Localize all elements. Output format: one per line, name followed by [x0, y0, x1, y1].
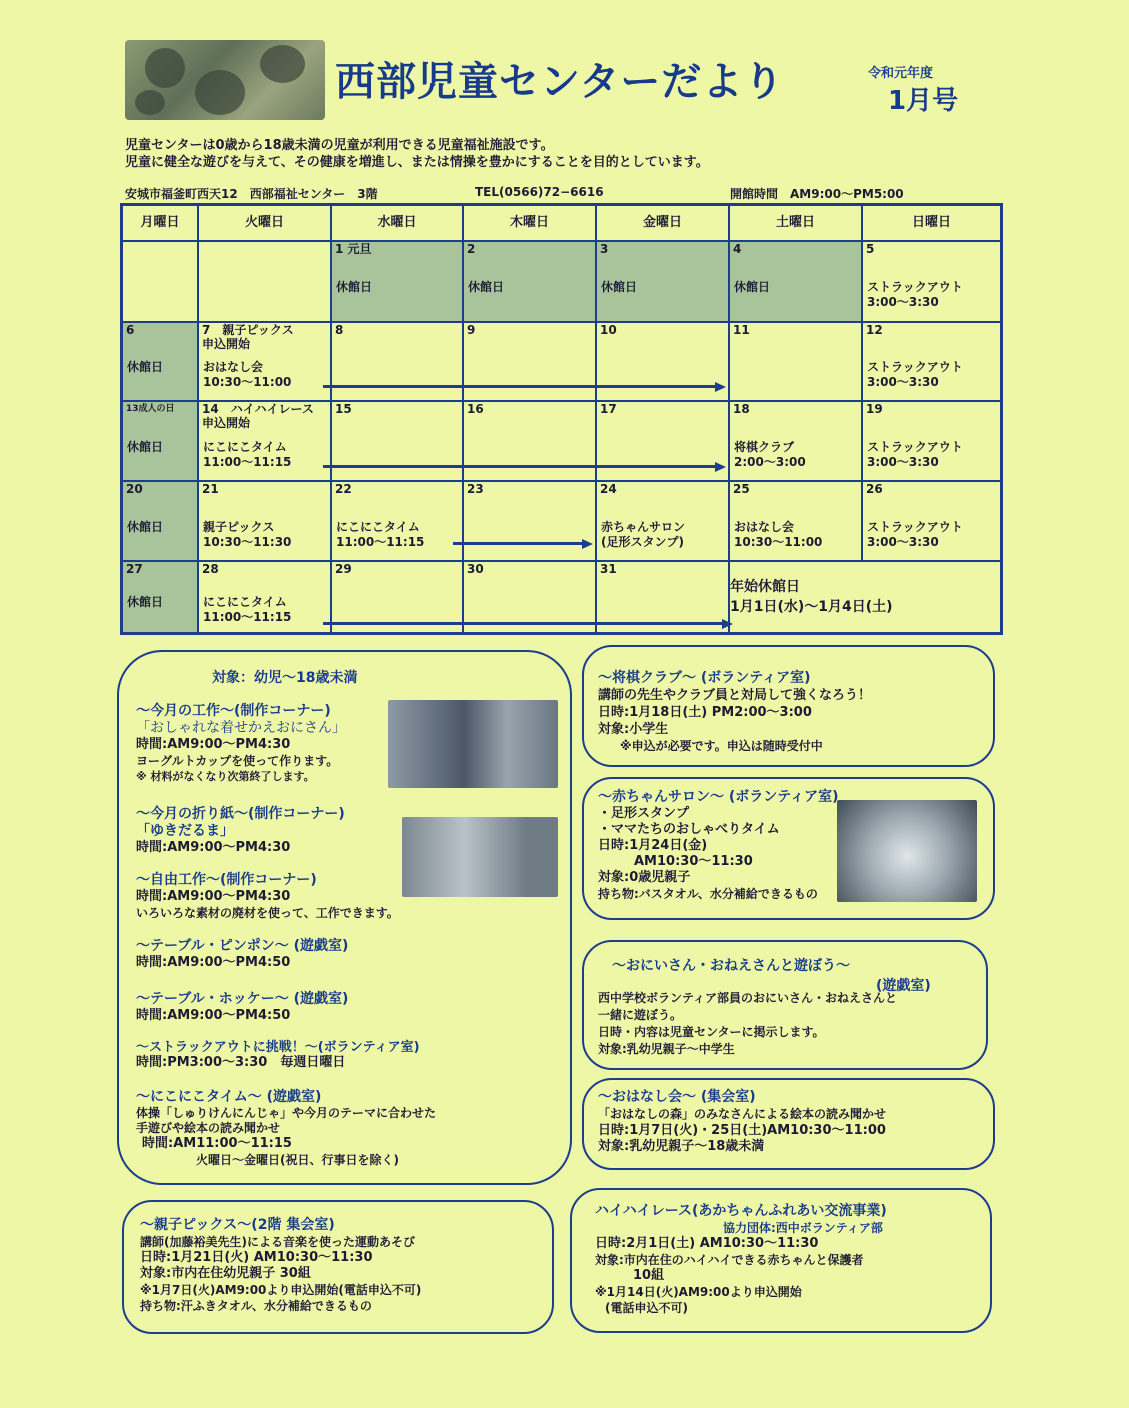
free-craft-section — [136, 869, 399, 921]
pix-line: ※1月7日(火)AM9:00より申込開始(電話申込不可) — [140, 1283, 422, 1297]
salon-line: 日時:1月24日(金) — [598, 838, 708, 853]
date-label: 21 — [202, 482, 219, 496]
haihai-coop: 協力団体:西中ボランティア部 — [723, 1221, 883, 1235]
arrow-head — [722, 619, 733, 629]
play-line: 日時・内容は児童センターに掲示します。 — [598, 1025, 825, 1039]
calendar-day-cell — [199, 482, 332, 562]
hockey-section — [136, 988, 348, 1024]
calendar-day-cell — [332, 482, 464, 562]
calendar-day-cell — [597, 482, 730, 562]
origami-time: 時間:AM9:00〜PM4:30 — [136, 840, 291, 855]
calendar-day-cell — [730, 402, 863, 482]
date-label: 6 — [126, 323, 135, 337]
free-craft-heading: 〜自由工作〜(制作コーナー) — [136, 872, 317, 888]
calendar-day-cell — [863, 242, 1000, 323]
date-label: 14 ハイハイレース — [202, 402, 314, 416]
date-note: 申込開始 — [202, 337, 251, 351]
calendar-day-header: 金曜日 — [597, 206, 730, 242]
play-line: 西中学校ボランティア部員のおにいさん・おねえさんと — [598, 991, 898, 1005]
pix-line: 日時:1月21日(火) AM10:30〜11:30 — [140, 1250, 373, 1265]
craft-desc: ヨーグルトカップを使って作ります。 — [136, 754, 339, 768]
calendar-grid — [123, 206, 1000, 632]
calendar-day-cell — [863, 323, 1000, 402]
intro-line: 児童センターは0歳から18歳未満の児童が利用できる児童福祉施設です。 — [125, 138, 554, 153]
salon-line: 対象:0歳児親子 — [598, 870, 691, 885]
calendar-day-cell — [123, 562, 199, 632]
hockey-time: 時間:AM9:00〜PM4:50 — [136, 1008, 291, 1023]
shogi-section — [598, 667, 871, 755]
closure-title: 年始休館日 — [730, 579, 800, 595]
arrow-head — [715, 462, 726, 472]
origami-photo — [402, 817, 558, 897]
haihai-heading: ハイハイレース(あかちゃんふれあい交流事業) — [595, 1203, 887, 1219]
baby-salon-heading: 〜赤ちゃんサロン〜 (ボランティア室) — [598, 789, 839, 805]
haihai-section — [595, 1200, 887, 1316]
story-line: 対象:乳幼児親子〜18歳未満 — [598, 1139, 765, 1154]
event-name: 休館日 — [601, 280, 638, 295]
event-time: 10:30〜11:00 — [734, 534, 823, 549]
storytime-heading: 〜おはなし会〜 (集会室) — [598, 1089, 756, 1105]
intro-line: 児童に健全な遊びを与えて、その健康を増進し、または情操を豊かにすることを目的としています。 — [125, 155, 709, 170]
play-details — [598, 990, 897, 1058]
nikoniko-desc: 手遊びや絵本の読み聞かせ — [136, 1121, 281, 1135]
calendar-day-header: 木曜日 — [464, 206, 597, 242]
nikoniko-time: 時間:AM11:00〜11:15 — [142, 1136, 292, 1151]
arrow-head — [715, 382, 726, 392]
shogi-line: 対象:小学生 — [598, 722, 669, 737]
date-label: 15 — [335, 402, 352, 416]
date-label: 5 — [866, 242, 875, 256]
event-name: ストラックアウト — [867, 280, 963, 295]
continuation-arrow — [453, 539, 593, 548]
hockey-heading: 〜テーブル・ホッケー〜 (遊戯室) — [136, 991, 349, 1007]
salon-photo — [837, 800, 977, 902]
event-name: 休館日 — [127, 439, 164, 454]
play-line: 一緒に遊ぼう。 — [598, 1008, 683, 1022]
oyako-pix-heading: 〜親子ピックス〜(2階 集会室) — [140, 1217, 335, 1233]
header-illustration — [125, 40, 325, 120]
event-name: 親子ピックス — [203, 519, 275, 534]
free-craft-time: 時間:AM9:00〜PM4:30 — [136, 889, 291, 904]
pix-line: 講師(加藤裕美先生)による音楽を使った運動あそび — [140, 1235, 415, 1249]
calendar-day-cell — [597, 242, 730, 323]
play-room: (遊戯室) — [876, 978, 931, 994]
new-year-closure — [730, 577, 893, 617]
calendar-day-cell — [730, 242, 863, 323]
telephone: TEL(0566)72−6616 — [475, 185, 604, 199]
salon-line: 持ち物:バスタオル、水分補給できるもの — [598, 887, 818, 901]
strikeout-time: 時間:PM3:00〜3:30 毎週日曜日 — [136, 1055, 346, 1070]
date-label: 8 — [335, 323, 344, 337]
event-name: 休館日 — [127, 594, 164, 609]
date-label: 27 — [126, 562, 143, 576]
date-label: 9 — [467, 323, 476, 337]
page-title: 西部児童センターだより — [335, 59, 785, 105]
event-name: にこにこタイム — [203, 594, 287, 609]
shogi-line: ※申込が必要です。申込は随時受付中 — [620, 739, 823, 753]
event-time: 3:00〜3:30 — [867, 534, 939, 549]
story-line: 日時:1月7日(火)・25日(土)AM10:30〜11:00 — [598, 1123, 886, 1138]
date-label: 31 — [600, 562, 617, 576]
craft-section — [136, 700, 346, 784]
date-label: 13成人の日 — [126, 404, 175, 414]
event-name: 休館日 — [468, 280, 505, 295]
origami-name: 「ゆきだるま」 — [136, 823, 234, 839]
continuation-arrow — [323, 619, 733, 628]
oyako-pix-section — [140, 1214, 421, 1314]
event-name: 休館日 — [127, 360, 164, 375]
date-label: 18 — [733, 402, 750, 416]
event-name: 休館日 — [127, 519, 164, 534]
pix-line: 持ち物:汗ふきタオル、水分補給できるもの — [140, 1299, 372, 1313]
event-name: おはなし会 — [203, 360, 264, 375]
nikoniko-desc: 体操「しゅりけんにんじゃ」や今月のテーマに合わせた — [136, 1106, 437, 1120]
calendar-day-cell — [199, 402, 332, 482]
event-time: 3:00〜3:30 — [867, 375, 939, 390]
date-label: 26 — [866, 482, 883, 496]
date-label: 7 親子ピックス — [202, 323, 294, 337]
calendar-day-cell — [730, 323, 863, 402]
calendar-day-cell — [199, 242, 332, 323]
date-label: 29 — [335, 562, 352, 576]
shogi-line: 講師の先生やクラブ員と対局して強くなろう！ — [598, 688, 872, 703]
date-label: 22 — [335, 482, 352, 496]
event-time: 11:00〜11:15 — [203, 454, 292, 469]
closure-dates: 1月1日(水)〜1月4日(土) — [730, 599, 893, 615]
calendar-day-cell — [123, 482, 199, 562]
calendar-day-cell — [730, 482, 863, 562]
event-time: 11:00〜11:15 — [203, 609, 292, 624]
craft-photo — [388, 700, 558, 788]
strikeout-heading: 〜ストラックアウトに挑戦！〜(ボランティア室) — [136, 1040, 420, 1055]
date-label: 24 — [600, 482, 617, 496]
play-line: 対象:乳幼児親子〜中学生 — [598, 1042, 735, 1056]
haihai-line: 対象:市内在住のハイハイできる赤ちゃんと保護者 — [595, 1253, 864, 1267]
address: 安城市福釜町西天12 西部福祉センター 3階 — [125, 187, 378, 201]
origami-heading: 〜今月の折り紙〜(制作コーナー) — [136, 806, 345, 822]
calendar-day-cell — [123, 402, 199, 482]
craft-name: 「おしゃれな着せかえおにさん」 — [136, 720, 346, 736]
play-section — [612, 955, 931, 995]
event-name: 休館日 — [734, 280, 771, 295]
calendar-day-cell — [464, 482, 597, 562]
intro-text — [125, 137, 1005, 171]
event-name: おはなし会 — [734, 519, 795, 534]
event-time: 3:00〜3:30 — [867, 295, 939, 310]
date-label: 16 — [467, 402, 484, 416]
event-name: ストラックアウト — [867, 519, 963, 534]
arrow-shaft — [453, 542, 583, 545]
haihai-line: 10組 — [633, 1268, 665, 1283]
arrow-shaft — [323, 385, 716, 388]
salon-line: ・ママたちのおしゃべりタイム — [598, 822, 780, 837]
salon-line: ・足形スタンプ — [598, 806, 690, 821]
date-label: 25 — [733, 482, 750, 496]
calendar-day-header: 水曜日 — [332, 206, 464, 242]
event-name: ストラックアウト — [867, 439, 963, 454]
haihai-line: (電話申込不可) — [605, 1301, 688, 1315]
craft-time: 時間:AM9:00〜PM4:30 — [136, 737, 291, 752]
date-label: 12 — [866, 323, 883, 337]
calendar-day-header: 火曜日 — [199, 206, 332, 242]
date-label: 23 — [467, 482, 484, 496]
date-label: 19 — [866, 402, 883, 416]
free-craft-desc: いろいろな素材の廃材を使って、工作できます。 — [136, 906, 399, 920]
date-label: 10 — [600, 323, 617, 337]
date-label: 1 元旦 — [335, 242, 372, 256]
continuation-arrow — [323, 382, 726, 391]
date-label: 11 — [733, 323, 750, 337]
date-label: 17 — [600, 402, 617, 416]
event-time: 10:30〜11:00 — [203, 375, 292, 390]
shogi-heading: 〜将棋クラブ〜 (ボランティア室) — [598, 670, 811, 686]
date-note: 申込開始 — [202, 416, 251, 430]
date-label: 28 — [202, 562, 219, 576]
event-time: 3:00〜3:30 — [867, 454, 939, 469]
opening-hours: 開館時間 AM9:00〜PM5:00 — [730, 187, 904, 201]
event-time: 10:30〜11:30 — [203, 534, 292, 549]
calendar-day-cell — [199, 323, 332, 402]
arrow-shaft — [323, 465, 716, 468]
event-time: (足形スタンプ) — [601, 534, 684, 549]
baby-salon-section — [598, 786, 839, 902]
date-label: 4 — [733, 242, 742, 256]
salon-line: AM10:30〜11:30 — [634, 854, 753, 869]
pix-line: 対象:市内在住幼児親子 30組 — [140, 1266, 311, 1281]
calendar-day-cell — [199, 562, 332, 632]
issue-label: 1月号 — [888, 86, 959, 116]
date-label: 20 — [126, 482, 143, 496]
date-label: 2 — [467, 242, 476, 256]
arrow-shaft — [323, 622, 723, 625]
calendar — [120, 203, 1003, 635]
play-heading: 〜おにいさん・おねえさんと遊ぼう〜 — [612, 958, 850, 974]
calendar-day-header: 土曜日 — [730, 206, 863, 242]
event-name: 赤ちゃんサロン — [601, 519, 686, 534]
pingpong-time: 時間:AM9:00〜PM4:50 — [136, 955, 291, 970]
craft-note: ※ 材料がなくなり次第終了します。 — [136, 770, 315, 783]
storytime-section — [598, 1086, 886, 1155]
shogi-line: 日時:1月18日(土) PM2:00〜3:00 — [598, 705, 812, 720]
event-name: にこにこタイム — [203, 439, 287, 454]
calendar-day-cell — [863, 482, 1000, 562]
calendar-day-cell — [863, 402, 1000, 482]
event-name: にこにこタイム — [336, 519, 420, 534]
strikeout-section — [136, 1036, 420, 1071]
craft-heading: 〜今月の工作〜(制作コーナー) — [136, 703, 331, 719]
nikoniko-section — [136, 1086, 436, 1168]
calendar-day-cell — [123, 323, 199, 402]
date-label: 3 — [600, 242, 609, 256]
event-time: 11:00〜11:15 — [336, 534, 425, 549]
nikoniko-heading: 〜にこにこタイム〜 (遊戯室) — [136, 1089, 322, 1105]
story-line: 「おはなしの森」のみなさんによる絵本の読み聞かせ — [598, 1107, 887, 1121]
activities-target: 対象：幼児〜18歳未満 — [212, 670, 358, 686]
date-label: 30 — [467, 562, 484, 576]
event-name: 休館日 — [336, 280, 373, 295]
calendar-day-header: 月曜日 — [123, 206, 199, 242]
calendar-day-cell — [123, 242, 199, 323]
haihai-line: ※1月14日(火)AM9:00より申込開始 — [595, 1285, 802, 1299]
event-name: ストラックアウト — [867, 360, 963, 375]
pingpong-heading: 〜テーブル・ピンポン〜 (遊戯室) — [136, 938, 349, 954]
calendar-day-header: 日曜日 — [863, 206, 1000, 242]
continuation-arrow — [323, 462, 726, 471]
pingpong-section — [136, 935, 348, 971]
origami-section — [136, 803, 345, 856]
nikoniko-days: 火曜日〜金曜日(祝日、行事日を除く) — [196, 1153, 399, 1167]
era-label: 令和元年度 — [868, 66, 934, 81]
calendar-day-cell — [332, 242, 464, 323]
event-name: 将棋クラブ — [734, 439, 795, 454]
haihai-line: 日時:2月1日(土) AM10:30〜11:30 — [595, 1236, 819, 1251]
arrow-head — [582, 539, 593, 549]
calendar-day-cell — [464, 242, 597, 323]
event-time: 2:00〜3:00 — [734, 454, 806, 469]
